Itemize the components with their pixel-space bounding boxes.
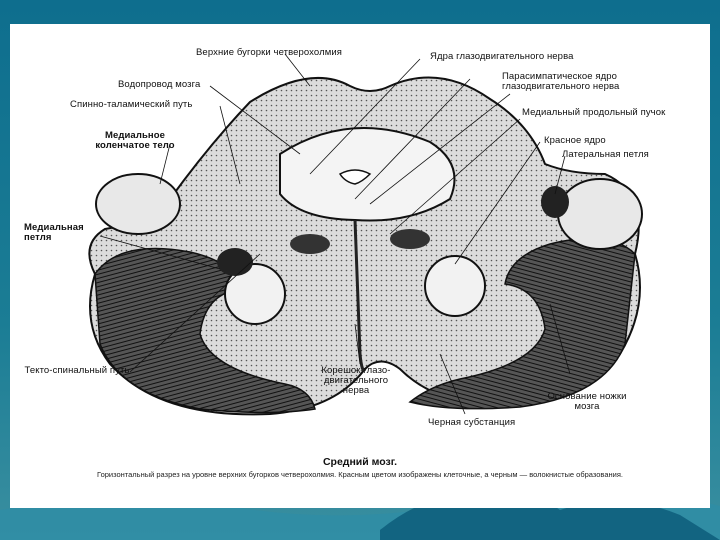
lateral-bulge <box>558 179 642 249</box>
medial-geniculate-body <box>96 174 180 234</box>
label-tectospinal-text: Текто-спинальный путь <box>24 365 130 376</box>
label-medial-lemniscus <box>24 223 104 243</box>
label-red-nucleus: Красное ядро <box>544 135 606 146</box>
label-parasympathetic-text: Парасимпатическое ядро глазодвигательного нерва <box>502 71 620 92</box>
label-tectospinal <box>22 366 132 376</box>
label-oculomotor-nuclei: Ядра глазодвигательного нерва <box>430 51 574 62</box>
label-spinothalamic: Спинно-таламический путь <box>70 99 193 110</box>
label-peduncle-base-text: Основание ножки мозга <box>547 391 627 412</box>
label-lateral-lemniscus: Латеральная петля <box>562 149 649 160</box>
label-medial-geniculate-text: Медиальное коленчатое тело <box>95 130 175 151</box>
label-parasympathetic <box>502 72 682 92</box>
label-top-center: Верхние бугорки четверохолмия <box>196 47 343 58</box>
label-oculomotor-root-text: Корешок глазо-двигательного нерва <box>321 365 391 396</box>
caption-title: Средний мозг. <box>322 456 398 468</box>
label-mlf-text: Медиальный продольный пучок <box>522 107 666 118</box>
label-medial-lemniscus-text: Медиальная петля <box>24 222 84 243</box>
label-oculomotor-root <box>316 366 396 396</box>
label-medial-geniculate <box>80 131 190 151</box>
figure-panel <box>10 24 710 508</box>
label-aqueduct: Водопровод мозга <box>118 79 201 90</box>
midbrain-section-drawing <box>10 24 710 508</box>
caption-text: Горизонтальный разрез на уровне верхних бугорков четверохолмия. Красным цветом изображены клеточные, а черным — волокнистые образования. <box>97 470 623 479</box>
label-mlf <box>522 108 672 118</box>
right-red-nucleus <box>425 256 485 316</box>
label-substantia-nigra: Черная субстанция <box>428 417 516 428</box>
label-peduncle-base <box>542 392 632 412</box>
